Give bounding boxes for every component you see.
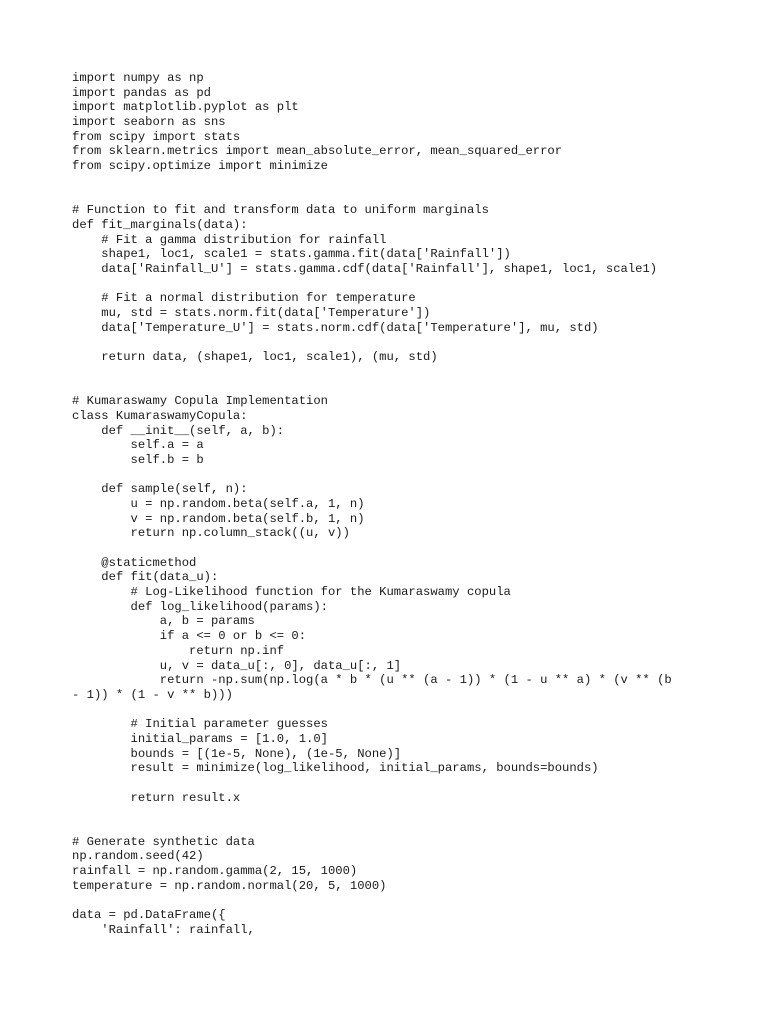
code-line: # Log-Likelihood function for the Kumaraswamy copula: [72, 585, 511, 600]
blank-line: [72, 277, 712, 292]
blank-line: [72, 703, 712, 718]
code-line: return np.column_stack((u, v)): [72, 526, 350, 541]
code-line: @staticmethod: [72, 555, 197, 570]
blank-line: [72, 379, 712, 394]
code-line: np.random.seed(42): [72, 849, 204, 864]
blank-line: [72, 335, 712, 350]
code-line: u = np.random.beta(self.a, 1, n): [72, 496, 365, 511]
code-line: import matplotlib.pyplot as plt: [72, 100, 299, 115]
code-line: data = pd.DataFrame({: [72, 908, 226, 923]
code-line: return data, (shape1, loc1, scale1), (mu, std): [72, 350, 438, 365]
code-line: shape1, loc1, scale1 = stats.gamma.fit(data['Rainfall']): [72, 247, 511, 262]
code-line: from scipy import stats: [72, 129, 241, 144]
code-line: return -np.sum(np.log(a * b * (u ** (a - 1)) * (1 - u ** a) * (v ** (b: [72, 673, 672, 688]
code-line: temperature = np.random.normal(20, 5, 1000): [72, 878, 387, 893]
code-line: # Fit a normal distribution for temperature: [72, 291, 416, 306]
blank-line: [72, 805, 712, 820]
code-line: # Function to fit and transform data to uniform marginals: [72, 203, 489, 218]
code-line: def log_likelihood(params):: [72, 599, 328, 614]
blank-line: [72, 894, 712, 909]
code-line: # Kumaraswamy Copula Implementation: [72, 394, 328, 409]
code-line: return result.x: [72, 790, 241, 805]
blank-line: [72, 468, 712, 483]
code-line: data['Rainfall_U'] = stats.gamma.cdf(data['Rainfall'], shape1, loc1, scale1): [72, 261, 658, 276]
code-line: result = minimize(log_likelihood, initial_params, bounds=bounds): [72, 761, 599, 776]
code-line: import pandas as pd: [72, 85, 211, 100]
code-line: from sklearn.metrics import mean_absolute_error, mean_squared_error: [72, 144, 563, 159]
code-line: import seaborn as sns: [72, 115, 226, 130]
code-line: a, b = params: [72, 614, 255, 629]
code-line: class KumaraswamyCopula:: [72, 408, 248, 423]
code-line: self.a = a: [72, 438, 204, 453]
code-line: from scipy.optimize import minimize: [72, 159, 328, 174]
blank-line: [72, 189, 712, 204]
blank-line: [72, 541, 712, 556]
code-line: if a <= 0 or b <= 0:: [72, 629, 307, 644]
code-line: v = np.random.beta(self.b, 1, n): [72, 511, 365, 526]
code-line: bounds = [(1e-5, None), (1e-5, None)]: [72, 746, 402, 761]
blank-line: [72, 776, 712, 791]
code-line: # Generate synthetic data: [72, 834, 255, 849]
code-line: mu, std = stats.norm.fit(data['Temperature']): [72, 306, 431, 320]
code-line: 'Rainfall': rainfall,: [72, 922, 255, 937]
blank-line: [72, 820, 712, 835]
code-line: u, v = data_u[:, 0], data_u[:, 1]: [72, 658, 402, 673]
code-line: - 1)) * (1 - v ** b))): [72, 687, 233, 702]
blank-line: [72, 365, 712, 380]
code-line: # Fit a gamma distribution for rainfall: [72, 232, 387, 247]
code-line: return np.inf: [72, 643, 285, 658]
code-line: def fit(data_u):: [72, 570, 219, 585]
code-line: # Initial parameter guesses: [72, 717, 328, 732]
code-line: import numpy as np: [72, 71, 204, 85]
code-line: def fit_marginals(data):: [72, 217, 248, 232]
blank-line: [72, 174, 712, 189]
code-line: self.b = b: [72, 452, 204, 467]
code-line: def sample(self, n):: [72, 482, 248, 497]
code-line: rainfall = np.random.gamma(2, 15, 1000): [72, 864, 358, 879]
code-block: [72, 71, 712, 938]
code-line: initial_params = [1.0, 1.0]: [72, 731, 328, 746]
code-line: data['Temperature_U'] = stats.norm.cdf(data['Temperature'], mu, std): [72, 320, 599, 335]
code-line: def __init__(self, a, b):: [72, 423, 285, 438]
